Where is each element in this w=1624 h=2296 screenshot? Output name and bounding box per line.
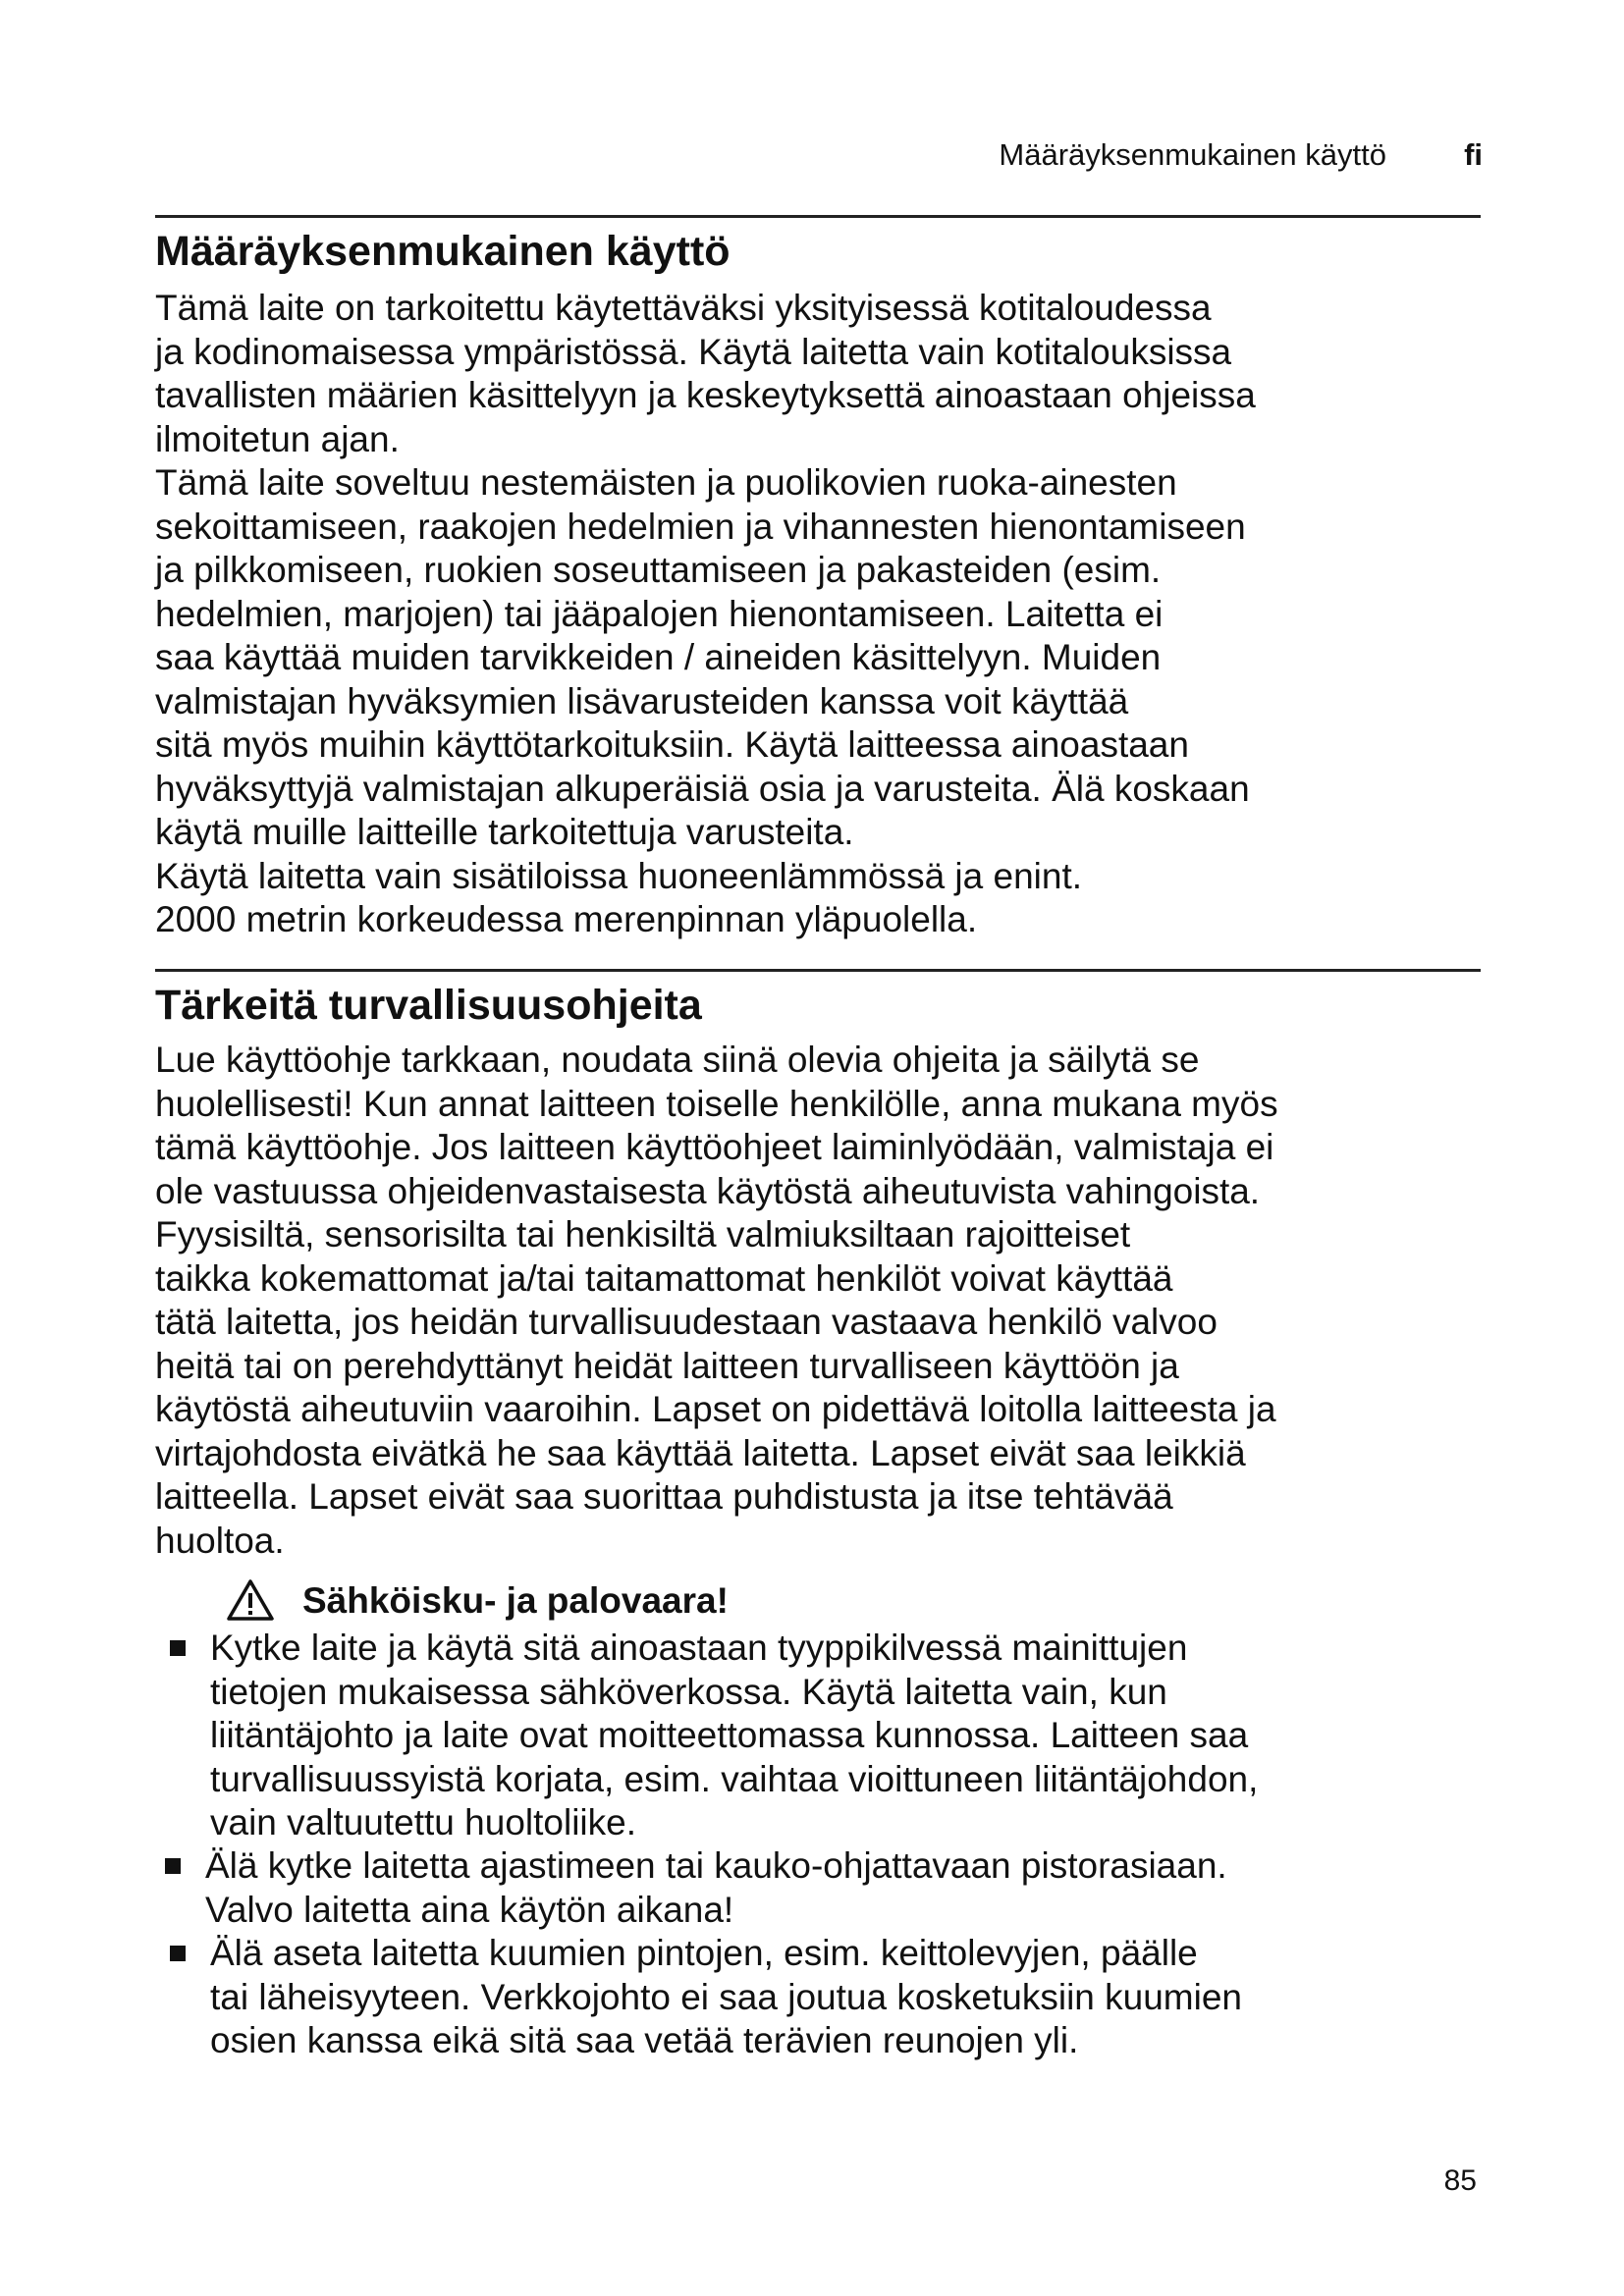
text-line: Tämä laite on tarkoitettu käytettäväksi yksityisessä kotitaloudessa [155, 288, 1212, 328]
bullet-text [210, 1932, 1242, 2063]
text-line: ja pilkkomiseen, ruokien soseuttamiseen ja pakasteiden (esim. [155, 550, 1162, 590]
section-heading-intended-use: Määräyksenmukainen käyttö [155, 228, 731, 275]
text-line: sitä myös muihin käyttötarkoituksiin. Käytä laitteessa ainoastaan [155, 724, 1189, 765]
text-line: tavallisten määrien käsittelyyn ja keskeytyksettä ainoastaan ohjeissa [155, 375, 1256, 415]
text-line: sekoittamiseen, raakojen hedelmien ja vihannesten hienontamiseen [155, 506, 1246, 547]
bullet-text [210, 1627, 1258, 1845]
text-line: Valvo laitetta aina käytön aikana! [205, 1889, 734, 1930]
text-line: valmistajan hyväksymien lisävarusteiden kanssa voit käyttää [155, 680, 1129, 721]
text-line: Käytä laitetta vain sisätiloissa huoneenlämmössä ja enint. [155, 855, 1083, 896]
square-bullet-icon [165, 1858, 181, 1874]
warning-triangle-icon [226, 1578, 275, 1622]
intended-use-paragraph [155, 287, 1256, 942]
text-line: virtajohdosta eivätkä he saa käyttää laitetta. Lapset eivät saa leikkiä [155, 1432, 1246, 1473]
text-line: laitteella. Lapset eivät saa suorittaa puhdistusta ja itse tehtävää [155, 1476, 1173, 1517]
text-line: huoltoa. [155, 1520, 285, 1561]
text-line: heitä tai on perehdyttänyt heidät laitteen turvalliseen käyttöön ja [155, 1345, 1179, 1386]
text-line: 2000 metrin korkeudessa merenpinnan yläpuolella. [155, 899, 978, 939]
running-title: Määräyksenmukainen käyttö [999, 137, 1386, 172]
text-line: tietojen mukaisessa sähköverkossa. Käytä laitetta vain, kun [210, 1671, 1167, 1712]
text-line: saa käyttää muiden tarvikkeiden / aineiden käsittelyyn. Muiden [155, 637, 1162, 677]
text-line: käytä muille laitteille tarkoitettuja varusteita. [155, 812, 854, 852]
text-line: ja kodinomaisessa ympäristössä. Käytä laitetta vain kotitalouksissa [155, 331, 1232, 372]
text-line: Älä aseta laitetta kuumien pintojen, esim. keittolevyjen, päälle [210, 1933, 1198, 1973]
text-line: ole vastuussa ohjeidenvastaisesta käytöstä aiheutuvista vahingoista. [155, 1170, 1261, 1211]
text-line: tämä käyttöohje. Jos laitteen käyttöohjeet laiminlyödään, valmistaja ei [155, 1127, 1274, 1167]
section-divider-safety [155, 969, 1481, 972]
text-line: Fyysisiltä, sensorisilta tai henkisiltä valmiuksiltaan rajoitteiset [155, 1214, 1131, 1255]
bullet-text [205, 1844, 1227, 1932]
text-line: Kytke laite ja käytä sitä ainoastaan tyyppikilvessä mainittujen [210, 1628, 1188, 1668]
text-line: turvallisuussyistä korjata, esim. vaihtaa vioittuneen liitäntäjohdon, [210, 1758, 1259, 1799]
text-line: tai läheisyyteen. Verkkojohto ei saa joutua kosketuksiin kuumien [210, 1976, 1242, 2017]
text-line: käytöstä aiheutuviin vaaroihin. Lapset on pidettävä loitolla laitteesta ja [155, 1389, 1276, 1429]
text-line: hedelmien, marjojen) tai jääpalojen hienontamiseen. Laitetta ei [155, 593, 1164, 634]
text-line: Tämä laite soveltuu nestemäisten ja puolikovien ruoka-ainesten [155, 462, 1177, 503]
safety-paragraph [155, 1039, 1278, 1563]
text-line: huolellisesti! Kun annat laitteen toiselle henkilölle, anna mukana myös [155, 1083, 1278, 1124]
page-number: 85 [1443, 2164, 1477, 2197]
text-line: liitäntäjohto ja laite ovat moitteettomassa kunnossa. Laitteen saa [210, 1715, 1249, 1755]
text-line: tätä laitetta, jos heidän turvallisuudestaan vastaava henkilö valvoo [155, 1302, 1218, 1342]
text-line: taikka kokemattomat ja/tai taitamattomat henkilöt voivat käyttää [155, 1257, 1173, 1299]
text-line: hyväksyttyjä valmistajan alkuperäisiä osia ja varusteita. Älä koskaan [155, 768, 1250, 809]
text-line: Älä kytke laitetta ajastimeen tai kauko-ohjattavaan pistorasiaan. [205, 1845, 1227, 1886]
square-bullet-icon [170, 1640, 186, 1656]
text-line: ilmoitetun ajan. [155, 418, 400, 459]
language-code: fi [1464, 137, 1483, 172]
text-line: Lue käyttöohje tarkkaan, noudata siinä olevia ohjeita ja säilytä se [155, 1040, 1200, 1080]
section-divider-top [155, 215, 1481, 218]
text-line: vain valtuutettu huoltoliike. [210, 1802, 636, 1842]
warning-label: Sähköisku- ja palovaara! [302, 1580, 729, 1621]
text-line: osien kanssa eikä sitä saa vetää terävien reunojen yli. [210, 2020, 1079, 2060]
running-header [147, 137, 1483, 177]
section-heading-safety: Tärkeitä turvallisuusohjeita [155, 982, 702, 1029]
square-bullet-icon [170, 1946, 186, 1961]
